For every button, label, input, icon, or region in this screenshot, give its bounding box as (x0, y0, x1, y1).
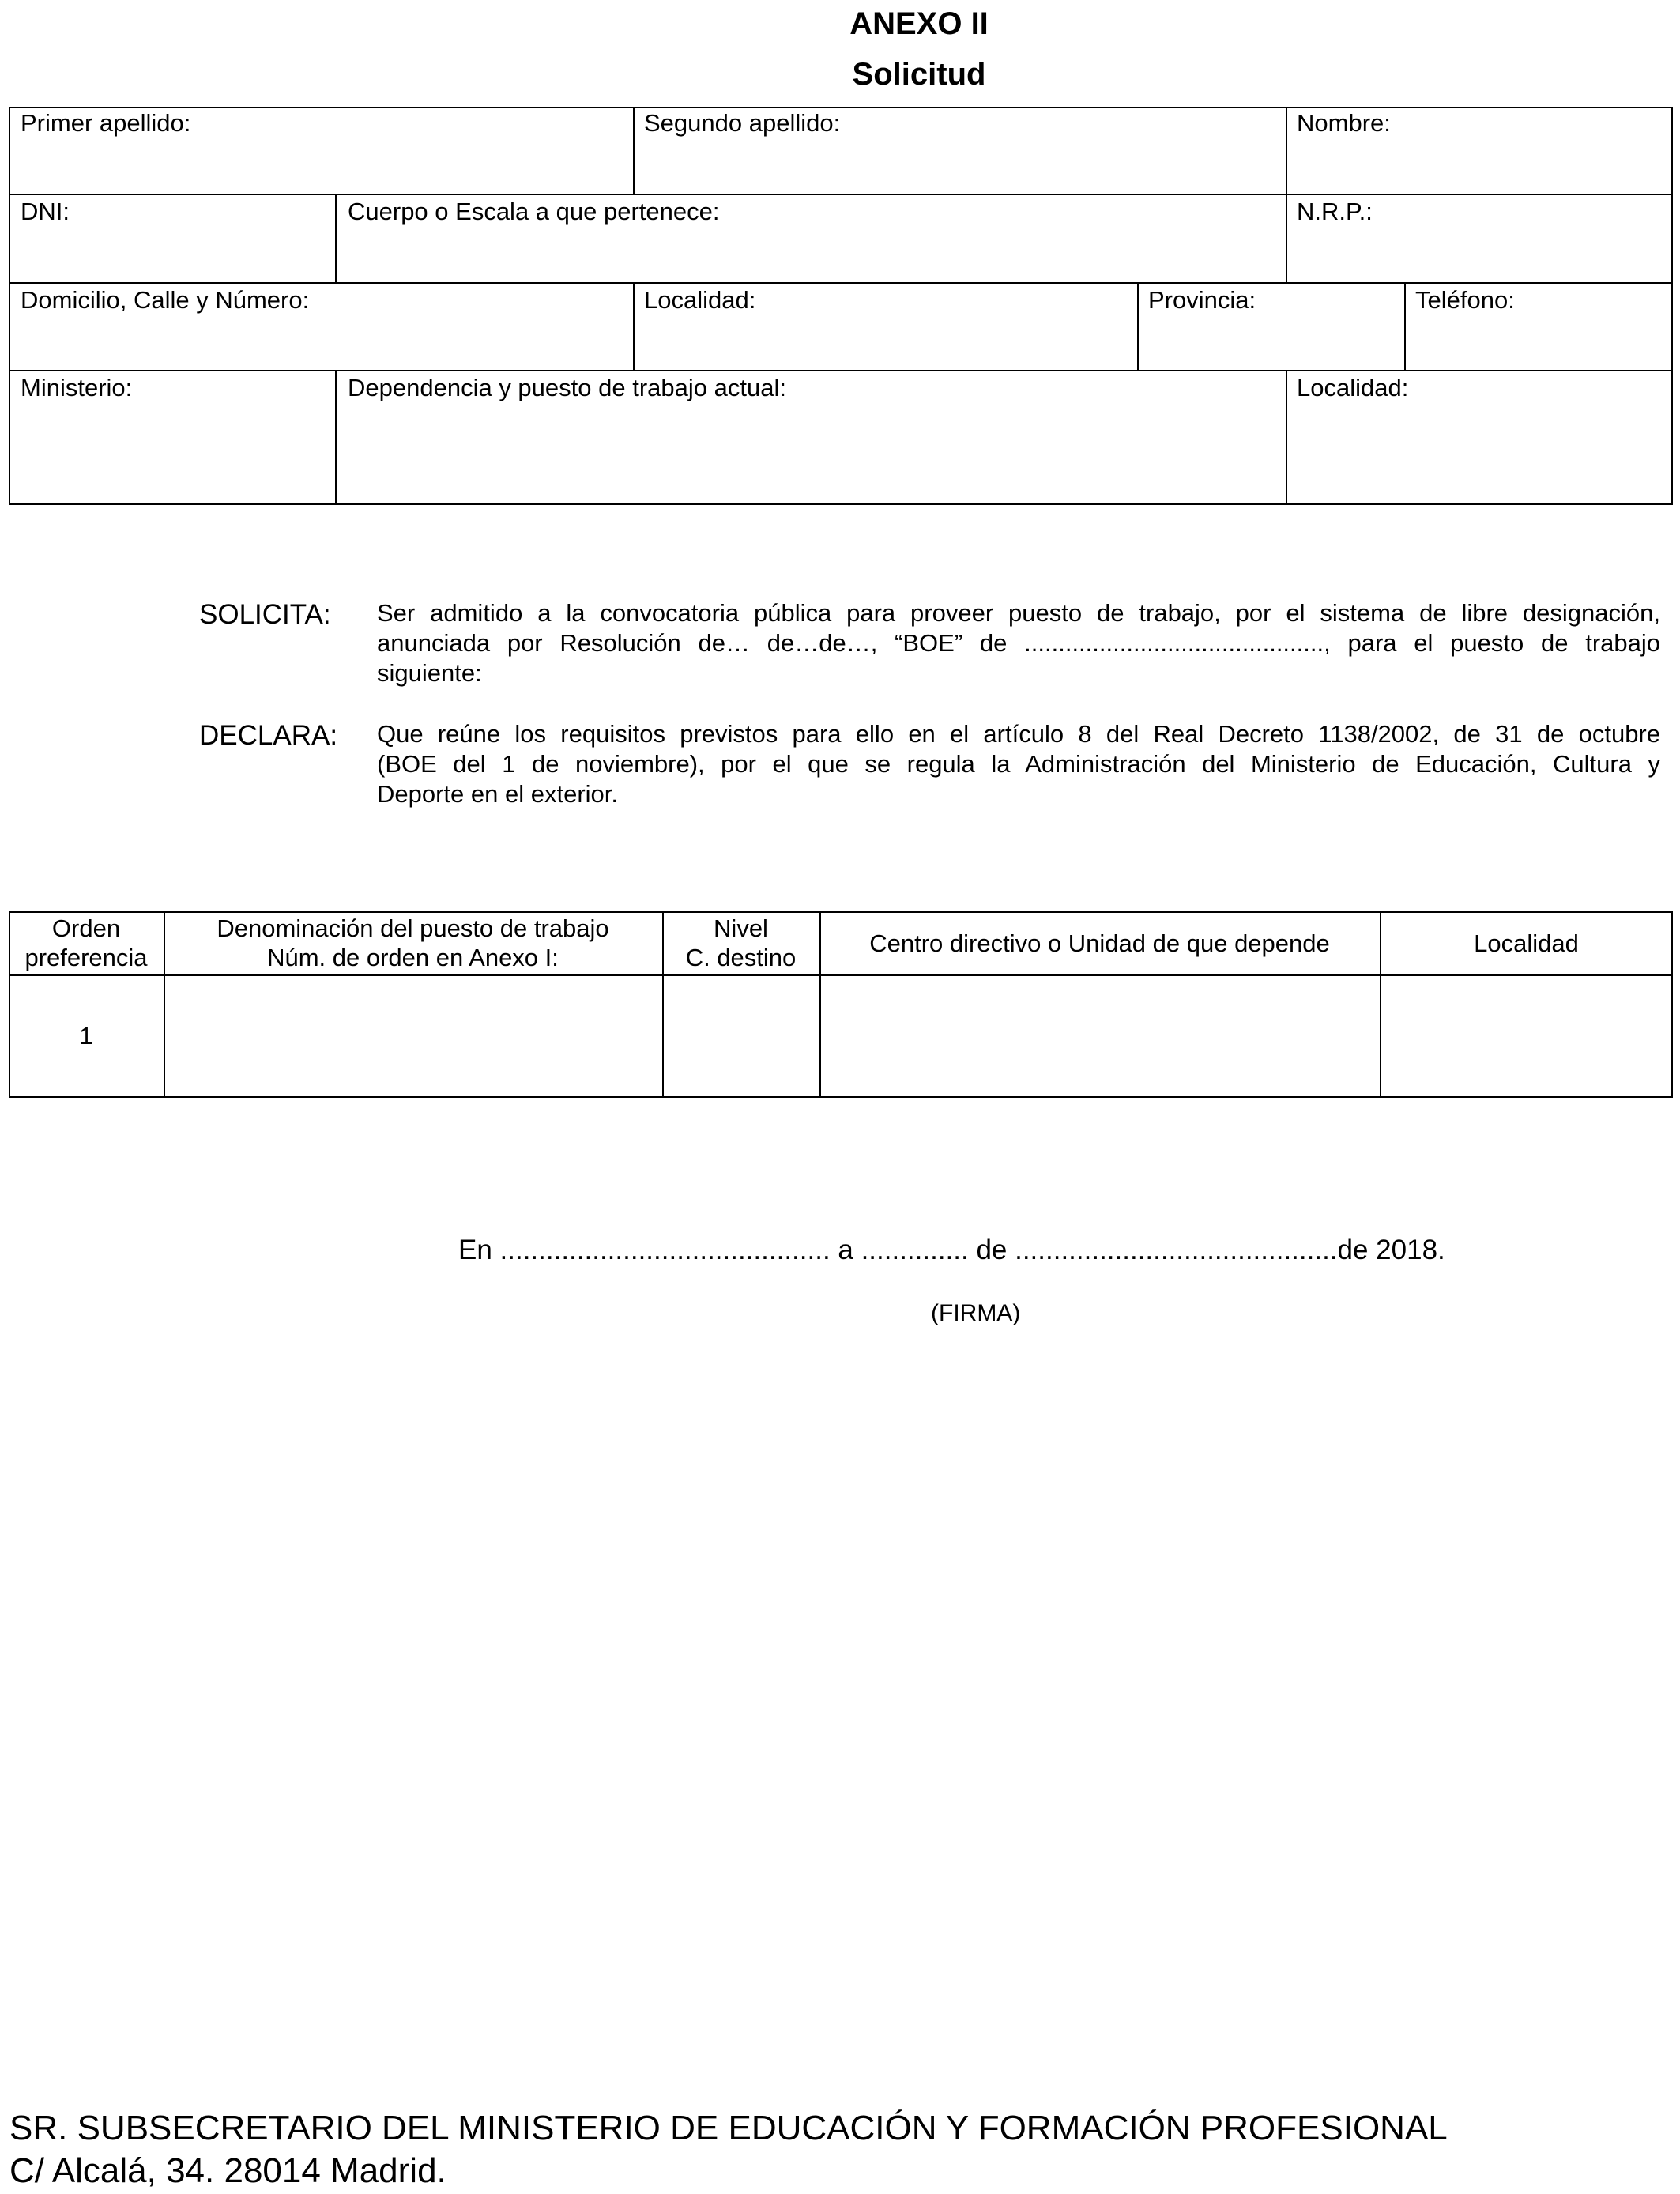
primer-apellido-label: Primer apellido: (21, 109, 191, 137)
date-line: En ........................................... a .............. de ..........................................de 2018. (458, 1235, 1445, 1265)
declara-line: (BOE del 1 de noviembre), por el que se regula la Administración del Ministerio de Educación, Cultura y (377, 750, 1660, 778)
header-denominacion (164, 914, 662, 972)
column-divider (1286, 370, 1287, 505)
solicita-keyword: SOLICITA: (199, 599, 331, 630)
ministerio-label: Ministerio: (21, 374, 133, 401)
segundo-apellido-label: Segundo apellido: (644, 109, 841, 137)
addressee: SR. SUBSECRETARIO DEL MINISTERIO DE EDUCACIÓN Y FORMACIÓN PROFESIONAL (9, 2109, 1448, 2147)
declara-line: Que reúne los requisitos previstos para ello en el artículo 8 del Real Decreto 1138/2002, de 31 de octubre (377, 720, 1660, 748)
declara-keyword: DECLARA: (199, 720, 338, 751)
header-text: Nivel (714, 914, 768, 942)
header-text: Orden (51, 914, 121, 942)
form-title: Solicitud (852, 57, 986, 92)
declara-line: Deporte en el exterior. (377, 780, 619, 808)
column-divider (335, 194, 337, 283)
header-nivel (662, 914, 819, 972)
solicita-line: siguiente: (377, 659, 482, 687)
row-divider (9, 194, 1673, 195)
row-orden-cell: 1 (79, 1022, 93, 1050)
firma-label: (FIRMA) (931, 1300, 1021, 1326)
row-divider (9, 370, 1673, 371)
header-divider (9, 974, 1673, 976)
column-divider (1286, 194, 1287, 283)
header-localidad: Localidad (1474, 929, 1579, 957)
row-divider (9, 282, 1673, 284)
solicita-line: anunciada por Resolución de… de…de…, “BOE” de ............................................, para el puesto de trabajo (377, 629, 1660, 657)
header-orden (9, 914, 164, 972)
header-text: Denominación del puesto de trabajo (217, 914, 609, 942)
column-divider (633, 282, 635, 371)
localidad-actual-label: Localidad: (1297, 374, 1409, 401)
provincia-label: Provincia: (1148, 286, 1256, 314)
header-text: C. destino (685, 944, 797, 971)
header-text: preferencia (24, 944, 148, 971)
column-divider (1404, 282, 1406, 371)
cuerpo-escala-label: Cuerpo o Escala a que pertenece: (348, 198, 720, 225)
column-divider (633, 107, 635, 194)
annex-title: ANEXO II (849, 6, 989, 41)
header-text: Núm. de orden en Anexo I: (267, 944, 559, 971)
address: C/ Alcalá, 34. 28014 Madrid. (9, 2151, 446, 2190)
dni-label: DNI: (21, 198, 70, 225)
column-divider (335, 370, 337, 505)
nrp-label: N.R.P.: (1297, 198, 1373, 225)
header-centro: Centro directivo o Unidad de que depende (869, 929, 1330, 957)
column-divider (1137, 282, 1139, 371)
nombre-label: Nombre: (1297, 109, 1391, 137)
localidad-label: Localidad: (644, 286, 756, 314)
dependencia-label: Dependencia y puesto de trabajo actual: (348, 374, 786, 401)
telefono-label: Teléfono: (1415, 286, 1515, 314)
column-divider (1286, 107, 1287, 194)
domicilio-label: Domicilio, Calle y Número: (21, 286, 310, 314)
solicita-text (377, 598, 1660, 688)
solicita-line: Ser admitido a la convocatoria pública para proveer puesto de trabajo, por el sistema de libre designación, (377, 599, 1660, 627)
declara-text (377, 719, 1660, 809)
